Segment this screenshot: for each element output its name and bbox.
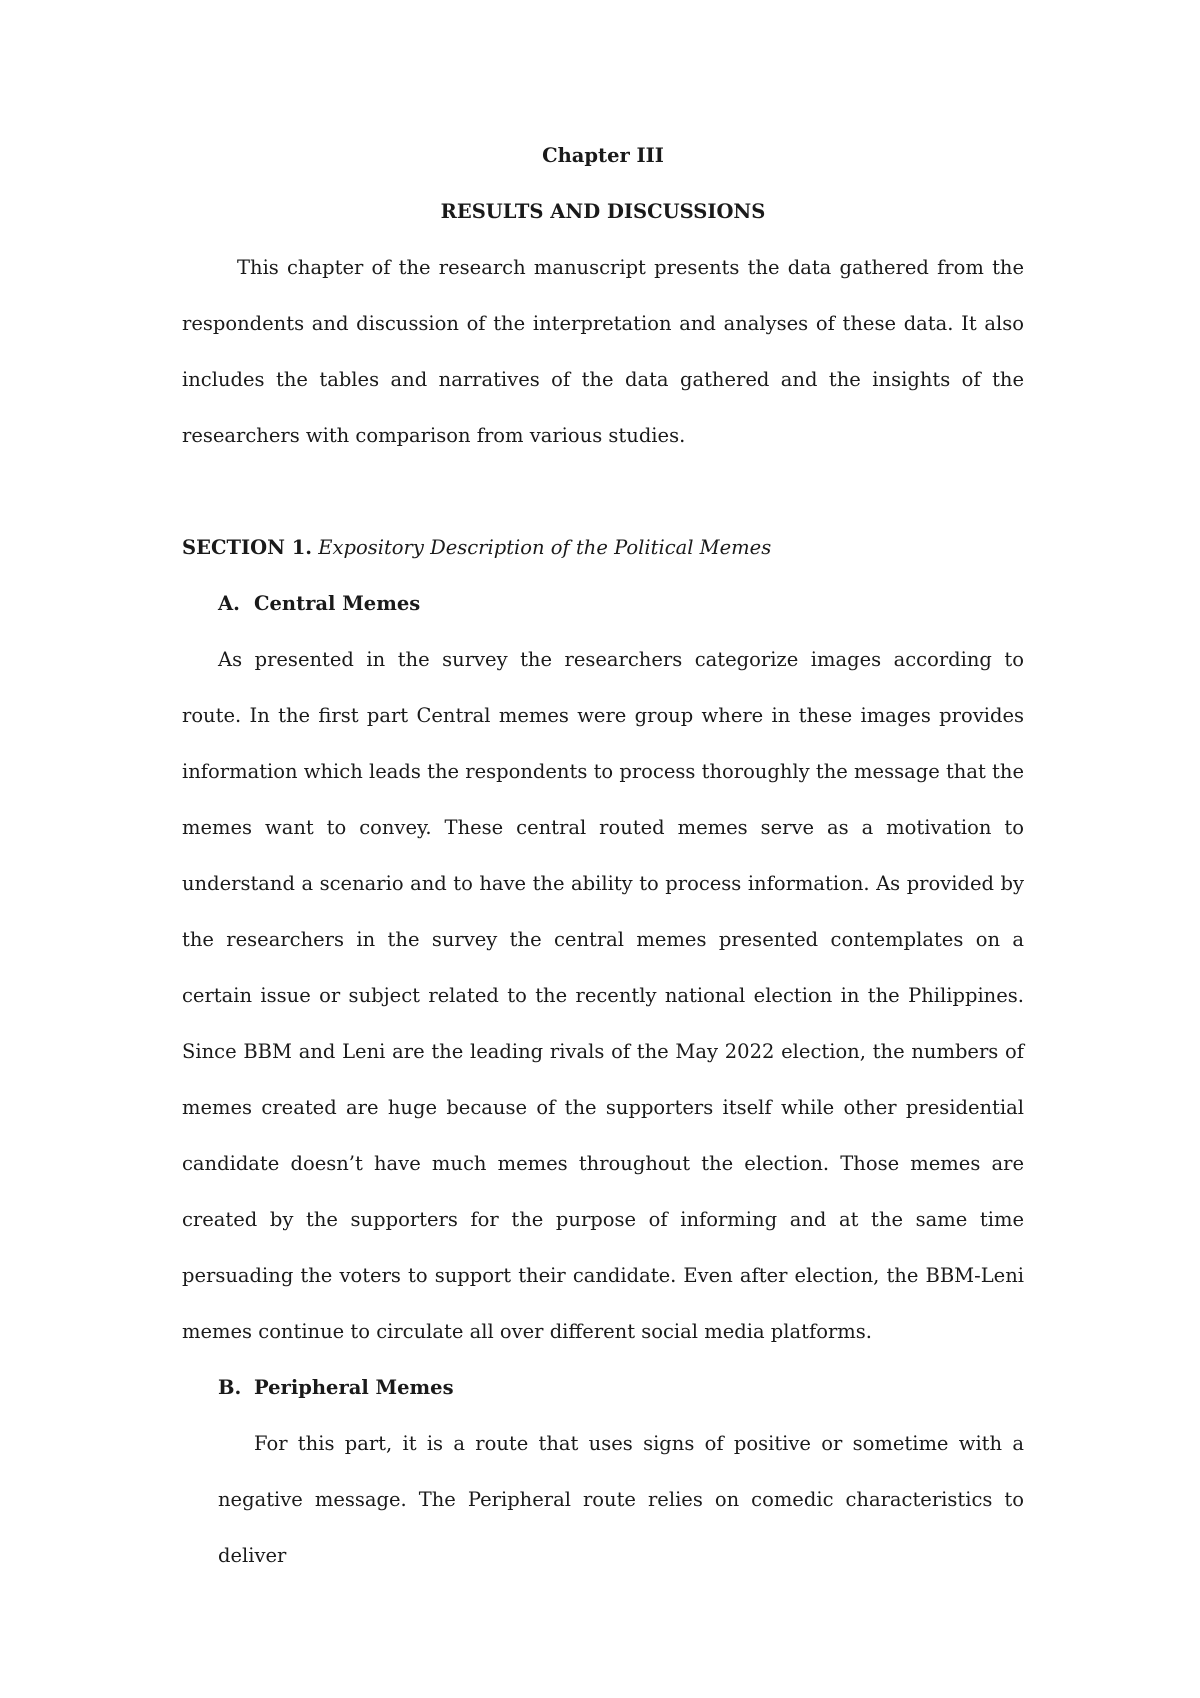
chapter-title: Chapter III <box>542 144 664 167</box>
subheading-title: Peripheral Memes <box>254 1376 454 1399</box>
page-content <box>182 128 1024 1584</box>
subheading-peripheral-memes <box>218 1360 1024 1416</box>
subheading-letter: A. <box>218 592 240 615</box>
subheading-letter: B. <box>218 1376 242 1399</box>
section-description: Expository Description of the Political Memes <box>318 536 772 559</box>
chapter-subtitle: RESULTS AND DISCUSSIONS <box>440 200 766 223</box>
central-memes-paragraph: As presented in the survey the researchers categorize images according to route. In the first part Central memes were group where in these images provides information which leads the respondents to process thoroughly the message that the memes want to convey. These central routed memes serve as a motivation to understand a scenario and to have the ability to process information. As provided by the researchers in the survey the central memes presented contemplates on a certain issue or subject related to the recently national election in the Philippines. Since BBM and Leni are the leading rivals of the May 2022 election, the numbers of memes created are huge because of the supporters itself while other presidential candidate doesn’t have much memes throughout the election. Those memes are created by the supporters for the purpose of informing and at the same time persuading the voters to support their candidate. Even after election, the BBM-Leni memes continue to circulate all over different social media platforms. <box>182 648 1024 1343</box>
subheading-central-memes <box>218 576 1024 632</box>
peripheral-memes-paragraph: For this part, it is a route that uses signs of positive or sometime with a negative message. The Peripheral route relies on comedic characteristics to deliver <box>218 1432 1024 1567</box>
intro-paragraph: This chapter of the research manuscript presents the data gathered from the respondents and discussion of the interpretation and analyses of these data. It also includes the tables and narratives of the data gathered and the insights of the researchers with comparison from various studies. <box>182 256 1024 447</box>
subheading-title: Central Memes <box>254 592 421 615</box>
section-label: SECTION 1. <box>182 536 313 559</box>
section-heading <box>182 520 1024 576</box>
